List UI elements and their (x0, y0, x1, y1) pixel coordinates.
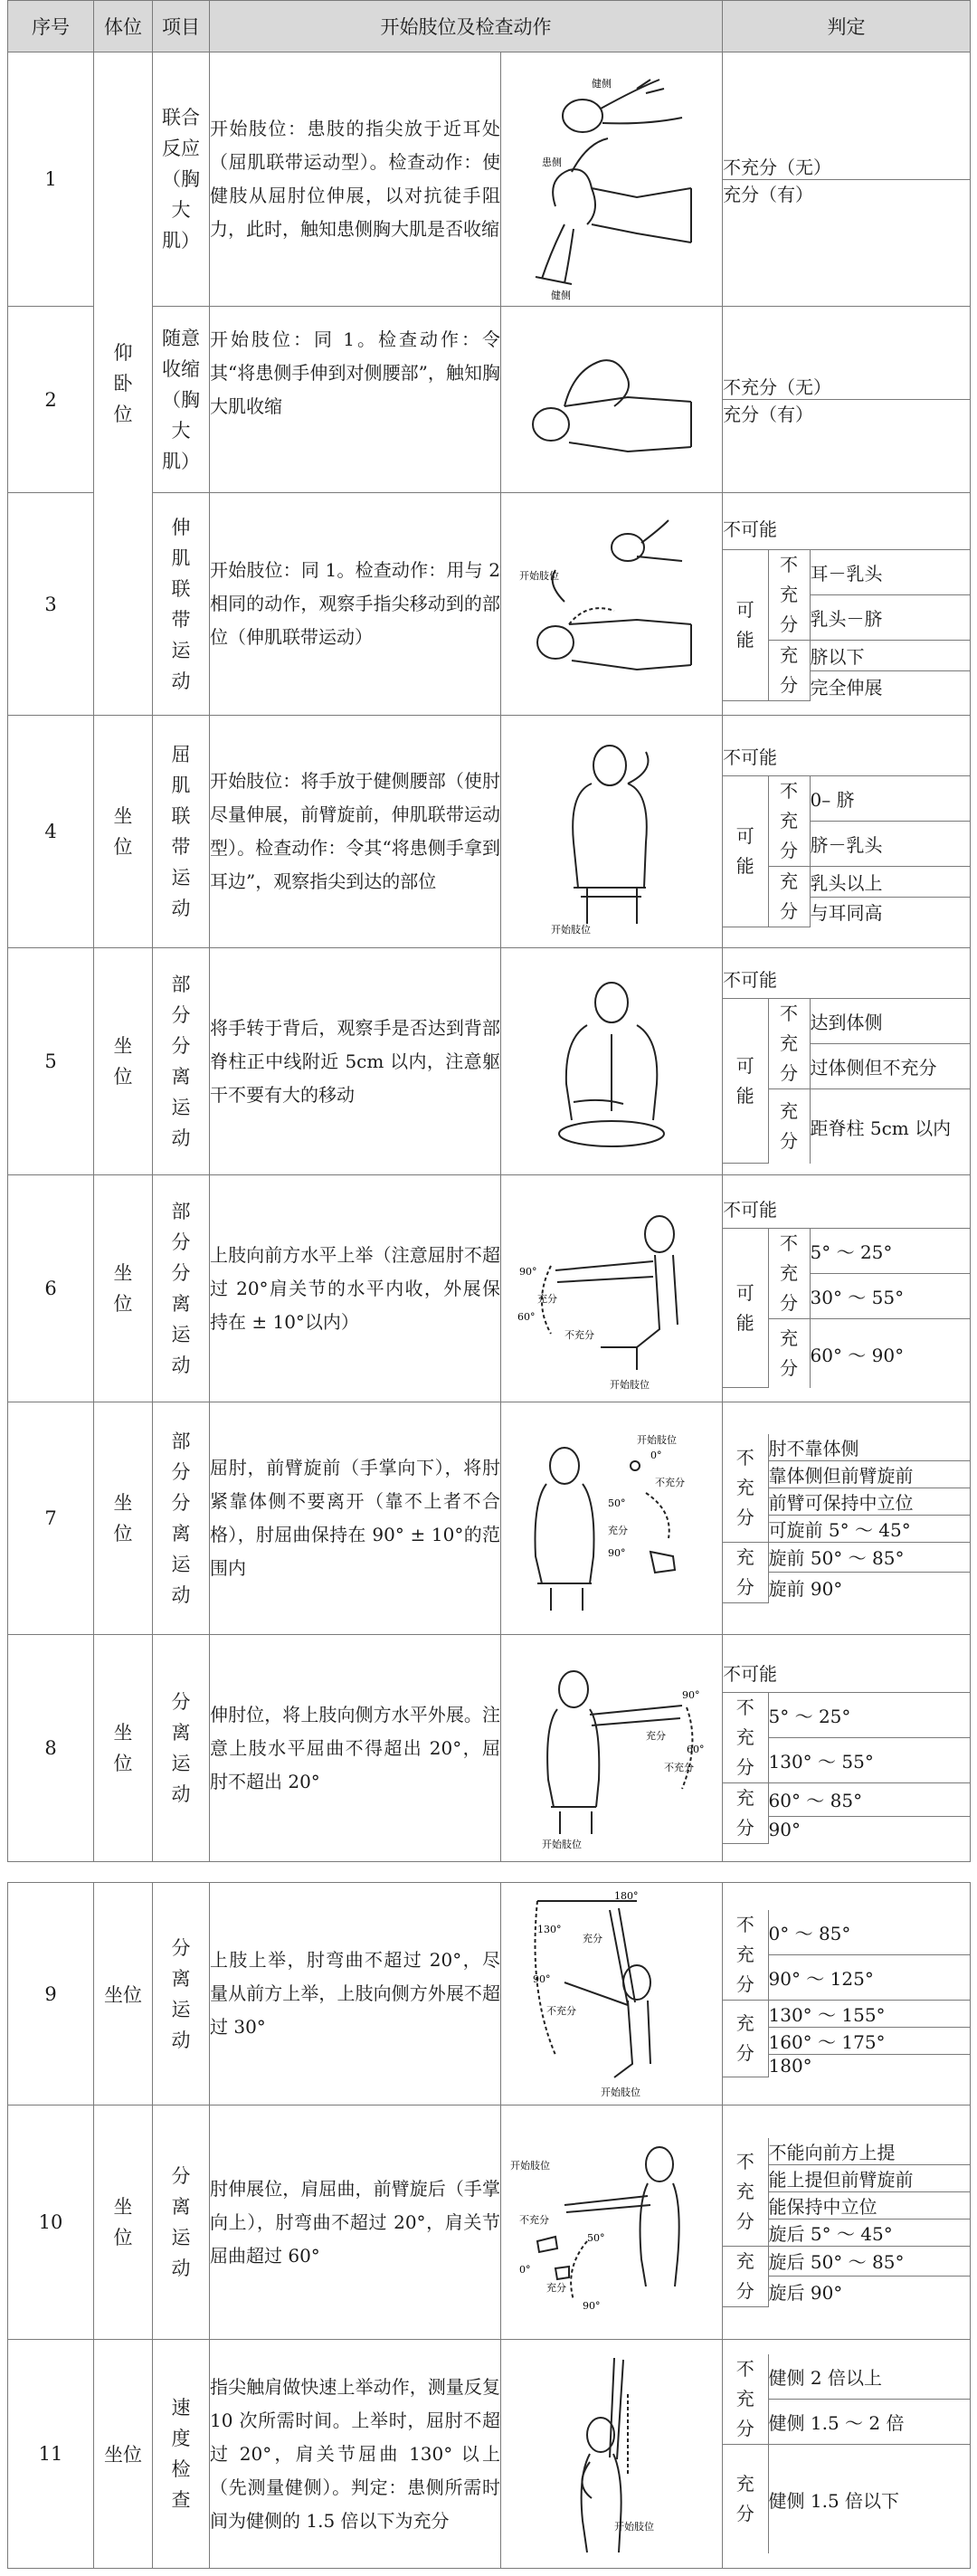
figure-cell (501, 716, 723, 948)
judgement-value: 旋前 90° (768, 1573, 970, 1602)
judgement-cell (723, 1883, 971, 2105)
forward-raise-illustration (501, 1175, 723, 1402)
judgement-value: 不可能 (723, 507, 970, 550)
row-number: 9 (8, 1883, 94, 2105)
figure-label: 90° (519, 1266, 537, 1278)
row-position: 坐位 (94, 2340, 153, 2569)
figure-label: 充分 (583, 1933, 602, 1944)
row-item: 部分分离运动 (153, 1175, 210, 1402)
table-row (8, 948, 971, 1175)
table-row (8, 716, 971, 948)
judgement-group: 可能 (735, 1281, 754, 1334)
figure-cell (501, 2340, 723, 2569)
figure-label: 90° (682, 1689, 700, 1701)
judgement-cell (723, 2105, 971, 2340)
judgement-cell (723, 716, 971, 948)
table-row (8, 307, 971, 493)
row-description: 上肢上举，肘弯曲不超过 20°，尽量从前方上举，上肢向侧方外展不超过 30° (210, 1883, 501, 2105)
row-position: 坐位 (94, 1635, 153, 1862)
row-description: 肘伸展位，肩屈曲，前臂旋后（手掌向上），肘弯曲不超过 20°，肩关节屈曲超过 60° (210, 2105, 501, 2340)
row-position: 坐位 (94, 2105, 153, 2340)
judgement-cell (723, 52, 971, 307)
figure-label: 130° (537, 1924, 562, 1935)
header-no: 序号 (8, 1, 94, 52)
judgement-cell (723, 307, 971, 493)
judgement-cell (723, 948, 971, 1175)
figure-label: 180° (614, 1890, 639, 1902)
judgement-value: 旋前 50° ～ 85° (768, 1542, 970, 1573)
figure-label: 50° (608, 1497, 626, 1509)
judgement-group: 不充分 (735, 1696, 754, 1778)
judgement-cell (723, 2340, 971, 2569)
lateral-abduction-illustration (501, 1635, 723, 1861)
judgement-value: 肘不靠体侧 (768, 1434, 970, 1461)
judgement-value: 不充分（无） (723, 373, 970, 400)
row-position: 坐位 (94, 948, 153, 1175)
table-row (8, 1175, 971, 1402)
judgement-value: 60° ～ 85° (768, 1782, 970, 1816)
judgement-value: 乳头以上 (810, 866, 970, 897)
judgement-group: 不充分 (780, 1232, 798, 1315)
row-position: 仰卧位 (94, 52, 153, 716)
judgement-group: 不充分 (735, 1446, 754, 1528)
judgement-group: 充分 (735, 2012, 754, 2064)
judgement-value: 脐－乳头 (810, 821, 970, 866)
judgement-group: 可能 (735, 1054, 754, 1107)
judgement-value: 不可能 (723, 1652, 970, 1692)
judgement-group: 不充分 (735, 1914, 754, 1996)
judgement-value: 0° ～ 85° (768, 1910, 970, 1954)
row-position: 坐位 (94, 1175, 153, 1402)
figure-cell (501, 52, 723, 307)
row-number: 1 (8, 52, 94, 307)
row-number: 3 (8, 493, 94, 716)
supination-illustration (501, 2105, 723, 2339)
judgement-group: 充分 (780, 870, 798, 922)
figure-cell (501, 2105, 723, 2340)
figure-label: 不充分 (519, 2214, 549, 2226)
figure-cell (501, 1883, 723, 2105)
row-item: 分离运动 (153, 2105, 210, 2340)
row-item: 屈肌联带运动 (153, 716, 210, 948)
row-position: 坐位 (94, 1402, 153, 1635)
header-judgement: 判定 (723, 1, 971, 52)
overhead-raise-illustration (501, 1883, 723, 2105)
judgement-value: 130° ～ 155° (768, 2001, 970, 2028)
figure-label: 开始肢位 (601, 2086, 640, 2098)
row-description: 开始肢位：同 1。检查动作：令其“将患侧手伸到对侧腰部”，触知胸大肌收缩 (210, 307, 501, 493)
figure-label: 开始肢位 (510, 2160, 550, 2172)
judgement-group: 充分 (780, 1327, 798, 1379)
row-item: 速度检查 (153, 2340, 210, 2569)
figure-label: 健侧 (592, 78, 612, 90)
figure-cell (501, 307, 723, 493)
header-action: 开始肢位及检查动作 (210, 1, 723, 52)
figure-cell (501, 1175, 723, 1402)
judgement-value: 90° (768, 1816, 970, 1843)
table-row (8, 1883, 971, 2105)
header-item: 项目 (153, 1, 210, 52)
judgement-value: 5° ～ 25° (810, 1229, 970, 1274)
judgement-group: 不充分 (780, 779, 798, 861)
judgement-value: 5° ～ 25° (768, 1692, 970, 1737)
judgement-value: 不可能 (723, 736, 970, 775)
judgement-value: 旋后 50° ～ 85° (768, 2246, 970, 2277)
row-item: 部分分离运动 (153, 948, 210, 1175)
judgement-group: 不充分 (735, 2358, 754, 2440)
row-position: 坐位 (94, 716, 153, 948)
judgement-value: 180° (768, 2055, 970, 2077)
row-item: 随意收缩（胸大肌） (153, 307, 210, 493)
table-row (8, 1635, 971, 1862)
figure-label: 90° (533, 1973, 551, 1985)
judgement-group: 不充分 (780, 554, 798, 636)
figure-label: 不充分 (546, 2005, 576, 2017)
speed-test-illustration (501, 2340, 723, 2568)
row-item: 部分分离运动 (153, 1402, 210, 1635)
figure-label: 不充分 (664, 1762, 694, 1773)
judgement-value: 30° ～ 55° (810, 1274, 970, 1319)
figure-cell (501, 948, 723, 1175)
judgement-value: 130° ～ 55° (768, 1737, 970, 1782)
row-description: 屈肘，前臂旋前（手掌向下），将肘紧靠体侧不要离开（靠不上者不合格），肘屈曲保持在 90° ± 10°的范围内 (210, 1402, 501, 1635)
row-description: 开始肢位：患肢的指尖放于近耳处（屈肌联带运动型）。检查动作：使健肢从屈肘位伸展，以对抗徒手阻力，此时，触知患侧胸大肌是否收缩 (210, 52, 501, 307)
judgement-value: 前臂可保持中立位 (768, 1488, 970, 1515)
figure-label: 充分 (546, 2282, 566, 2294)
row-item: 联合反应（胸大肌） (153, 52, 210, 307)
judgement-value: 与耳同高 (810, 897, 970, 927)
judgement-value: 能上提但前臂旋前 (768, 2164, 970, 2191)
row-description: 将手转于背后，观察手是否达到背部脊柱正中线附近 5cm 以内，注意躯干不要有大的移动 (210, 948, 501, 1175)
row-description: 指尖触肩做快速上举动作，测量反复 10 次所需时间。上举时，屈肘不超过 20°，肩关节屈曲 130° 以上（先测量健侧）。判定：患侧所需时间为健侧的 1.5 倍以下为充分 (210, 2340, 501, 2569)
judgement-value: 健侧 1.5 ～ 2 倍 (768, 2400, 970, 2445)
judgement-group: 不充分 (780, 1003, 798, 1085)
figure-label: 充分 (646, 1730, 666, 1742)
figure-label: 开始肢位 (551, 924, 591, 936)
evaluation-table (7, 0, 971, 2569)
judgement-group: 充分 (735, 2473, 754, 2524)
judgement-value: 可旋前 5° ～ 45° (768, 1515, 970, 1542)
row-description: 开始肢位：同 1。检查动作：用与 2 相同的动作，观察手指尖移动到的部位（伸肌联带运动） (210, 493, 501, 716)
figure-label: 充分 (537, 1293, 557, 1305)
elbow-pronation-illustration (501, 1402, 723, 1634)
header-row (8, 1, 971, 52)
supine-reaction-illustration (501, 52, 723, 306)
figure-label: 不充分 (655, 1477, 685, 1488)
judgement-value: 脐以下 (810, 641, 970, 671)
document-page (7, 0, 970, 2569)
hand-behind-back-illustration (501, 948, 723, 1174)
judgement-value: 靠体侧但前臂旋前 (768, 1460, 970, 1488)
figure-cell (501, 1635, 723, 1862)
judgement-value: 健侧 2 倍以上 (768, 2354, 970, 2399)
judgement-value: 完全伸展 (810, 671, 970, 701)
judgement-value: 耳－乳头 (810, 550, 970, 595)
judgement-group: 充分 (735, 1545, 754, 1598)
row-number: 11 (8, 2340, 94, 2569)
figure-label: 健侧 (551, 290, 571, 301)
judgement-value: 健侧 1.5 倍以下 (768, 2445, 970, 2553)
judgement-value: 过体侧但不充分 (810, 1044, 970, 1089)
header-position: 体位 (94, 1, 153, 52)
row-position: 坐位 (94, 1883, 153, 2105)
flexor-synergy-illustration (501, 716, 723, 947)
judgement-group: 充分 (780, 644, 798, 697)
table-row (8, 493, 971, 716)
judgement-cell (723, 493, 971, 716)
figure-label: 开始肢位 (637, 1434, 677, 1446)
figure-label: 不充分 (564, 1329, 594, 1341)
figure-label: 开始肢位 (610, 1379, 650, 1391)
row-number: 2 (8, 307, 94, 493)
figure-label: 60° (517, 1311, 536, 1323)
judgement-cell (723, 1175, 971, 1402)
judgement-value: 距脊柱 5cm 以内 (810, 1089, 970, 1164)
row-description: 开始肢位：将手放于健侧腰部（使肘尽量伸展，前臂旋前，伸肌联带运动型）。检查动作：令其“将患侧手拿到耳边”，观察指尖到达的部位 (210, 716, 501, 948)
judgement-value: 60° ～ 90° (810, 1319, 970, 1388)
figure-label: 开始肢位 (614, 2521, 654, 2533)
figure-label: 90° (583, 2300, 601, 2312)
figure-cell (501, 493, 723, 716)
judgement-cell (723, 1402, 971, 1635)
figure-label: 患侧 (542, 157, 562, 168)
row-item: 分离运动 (153, 1635, 210, 1862)
judgement-value: 不可能 (723, 959, 970, 999)
figure-label: 开始肢位 (542, 1839, 582, 1850)
figure-label: 充分 (608, 1525, 628, 1536)
row-number: 7 (8, 1402, 94, 1635)
judgement-value: 0– 脐 (810, 775, 970, 821)
judgement-value: 旋后 90° (768, 2277, 970, 2306)
figure-label: 0° (650, 1450, 662, 1461)
row-description: 伸肘位，将上肢向侧方水平外展。注意上肢水平屈曲不得超出 20°，屈肘不超出 20° (210, 1635, 501, 1862)
judgement-cell (723, 1635, 971, 1862)
judgement-group: 可能 (735, 824, 754, 877)
judgement-value: 能保持中立位 (768, 2191, 970, 2219)
figure-label: 开始肢位 (519, 570, 559, 582)
judgement-group: 充分 (735, 2249, 754, 2302)
judgement-group: 充分 (735, 1786, 754, 1839)
figure-label: 60° (687, 1744, 705, 1755)
row-item: 伸肌联带运动 (153, 493, 210, 716)
judgement-group: 充分 (780, 1100, 798, 1152)
figure-label: 90° (608, 1547, 626, 1559)
supine-voluntary-illustration (501, 307, 723, 492)
judgement-value: 达到体侧 (810, 999, 970, 1044)
row-number: 4 (8, 716, 94, 948)
judgement-value: 充分（有） (723, 400, 970, 427)
table-row (8, 1402, 971, 1635)
figure-label: 0° (519, 2264, 531, 2276)
judgement-value: 不充分（无） (723, 153, 970, 180)
figure-cell (501, 1402, 723, 1635)
row-item: 分离运动 (153, 1883, 210, 2105)
table-row (8, 2105, 971, 2340)
extensor-synergy-illustration (501, 493, 723, 715)
judgement-group: 可能 (735, 599, 754, 651)
judgement-group: 不充分 (735, 2150, 754, 2232)
row-number: 8 (8, 1635, 94, 1862)
figure-label: 50° (587, 2232, 605, 2244)
judgement-value: 旋后 5° ～ 45° (768, 2219, 970, 2246)
table-row (8, 2340, 971, 2569)
table-row (8, 52, 971, 307)
judgement-value: 充分（有） (723, 179, 970, 206)
judgement-value: 乳头－脐 (810, 595, 970, 641)
judgement-value: 不可能 (723, 1189, 970, 1229)
judgement-value: 90° ～ 125° (768, 1955, 970, 2001)
row-number: 5 (8, 948, 94, 1175)
row-number: 6 (8, 1175, 94, 1402)
judgement-value: 160° ～ 175° (768, 2028, 970, 2055)
row-description: 上肢向前方水平上举（注意屈肘不超过 20°肩关节的水平内收，外展保持在 ± 10°以内） (210, 1175, 501, 1402)
judgement-value: 不能向前方上提 (768, 2138, 970, 2165)
row-number: 10 (8, 2105, 94, 2340)
